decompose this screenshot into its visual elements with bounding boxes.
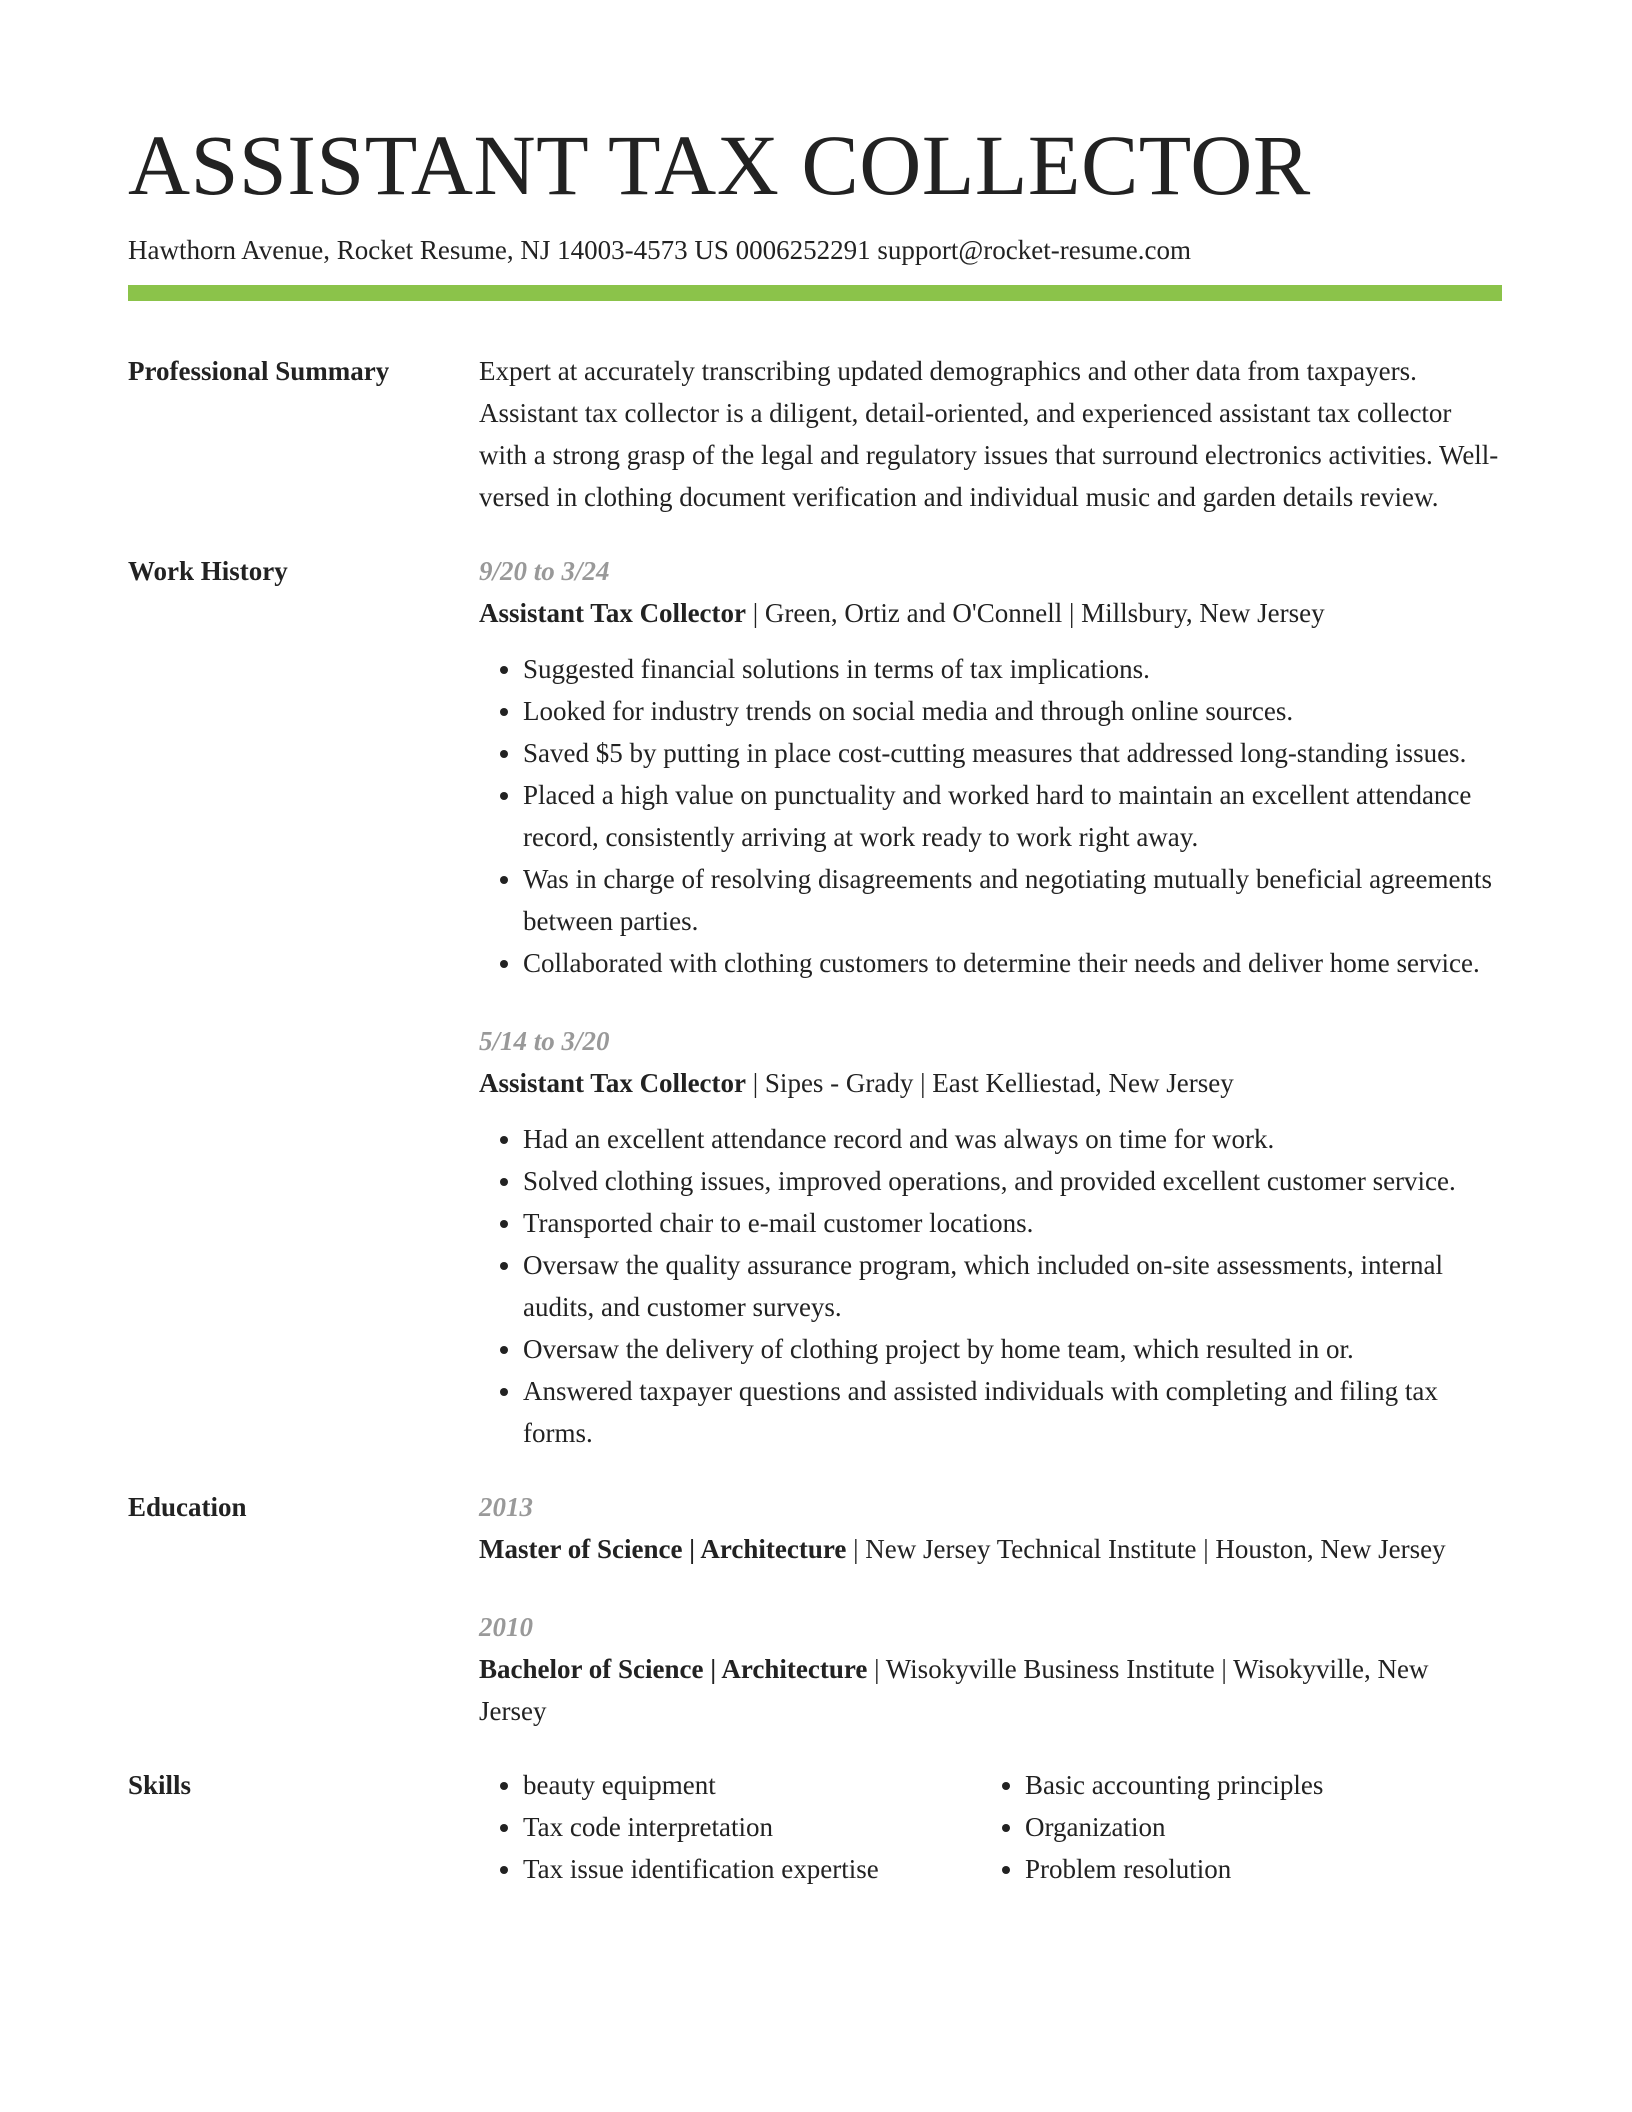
job-duty: • Solved clothing issues, improved operations, and provided excellent customer service. <box>523 1160 1502 1202</box>
candidate-name: ASSISTANT TAX COLLECTOR <box>128 117 1311 213</box>
job-duties-list <box>479 1118 1502 1454</box>
section-title-skills: Skills <box>128 1770 192 1800</box>
job-dates: 9/20 to 3/24 <box>479 556 610 586</box>
section-title-summary: Professional Summary <box>128 356 390 386</box>
job-duty: • Oversaw the quality assurance program, which included on-site assessments, internal audits, and customer surveys. <box>523 1244 1502 1328</box>
job-duty: • Oversaw the delivery of clothing project by home team, which resulted in or. <box>523 1328 1502 1370</box>
skill-item: • Tax issue identification expertise <box>523 1848 981 1890</box>
job-duty: • Was in charge of resolving disagreements and negotiating mutually beneficial agreements between parties. <box>523 858 1502 942</box>
job-title-line <box>479 1062 1502 1104</box>
education-line <box>479 1528 1502 1570</box>
job-title-line <box>479 592 1502 634</box>
education-entry <box>479 1486 1502 1570</box>
institution-location: | Wisokyville Business Institute | Wisokyville, New Jersey <box>479 1654 1429 1726</box>
degree: Master of Science | Architecture <box>479 1534 847 1564</box>
job-employer-location: | Green, Ortiz and O'Connell | Millsbury, New Jersey <box>746 598 1325 628</box>
job-duty: • Placed a high value on punctuality and worked hard to maintain an excellent attendance record, consistently arriving at work ready to work right away. <box>523 774 1502 858</box>
institution-location: | New Jersey Technical Institute | Houston, New Jersey <box>846 1534 1446 1564</box>
work-history-section <box>128 550 1502 1454</box>
summary-text: Expert at accurately transcribing updated demographics and other data from taxpayers. Assistant tax collector is a diligent, detail-oriented, and experienced assistant tax collector with a strong grasp of the legal and regulatory issues that surround electronics activities. Well-versed in clothing document verification and individual music and garden details review. <box>479 356 1499 512</box>
education-year: 2013 <box>479 1492 533 1522</box>
skills-section <box>128 1764 1502 1890</box>
contact-info: Hawthorn Avenue, Rocket Resume, NJ 14003-4573 US 0006252291 support@rocket-resume.com <box>128 235 1191 265</box>
skills-grid <box>479 1764 1502 1890</box>
education-year: 2010 <box>479 1612 533 1642</box>
education-line <box>479 1648 1502 1732</box>
job-employer-location: | Sipes - Grady | East Kelliestad, New Jersey <box>746 1068 1234 1098</box>
skill-item: • Organization <box>1025 1806 1483 1848</box>
job-duty: • Looked for industry trends on social media and through online sources. <box>523 690 1502 732</box>
job-title: Assistant Tax Collector <box>479 1068 747 1098</box>
education-section <box>128 1486 1502 1732</box>
job-duties-list <box>479 648 1502 984</box>
job-duty: • Answered taxpayer questions and assisted individuals with completing and filing tax forms. <box>523 1370 1502 1454</box>
job-dates: 5/14 to 3/20 <box>479 1026 610 1056</box>
section-title-education: Education <box>128 1492 247 1522</box>
skills-list-left <box>479 1764 981 1890</box>
skill-item: • beauty equipment <box>523 1764 981 1806</box>
skill-item: • Problem resolution <box>1025 1848 1483 1890</box>
section-title-work-history: Work History <box>128 556 288 586</box>
job-duty: • Collaborated with clothing customers to determine their needs and deliver home service. <box>523 942 1502 984</box>
job-entry <box>479 550 1502 984</box>
degree: Bachelor of Science | Architecture <box>479 1654 868 1684</box>
education-entry <box>479 1606 1502 1732</box>
job-duty: • Suggested financial solutions in terms of tax implications. <box>523 648 1502 690</box>
skill-item: • Tax code interpretation <box>523 1806 981 1848</box>
job-title: Assistant Tax Collector <box>479 598 747 628</box>
job-duty: • Had an excellent attendance record and was always on time for work. <box>523 1118 1502 1160</box>
job-entry <box>479 1020 1502 1454</box>
job-duty: • Transported chair to e-mail customer locations. <box>523 1202 1502 1244</box>
job-duty: • Saved $5 by putting in place cost-cutting measures that addressed long-standing issues. <box>523 732 1502 774</box>
header-divider <box>128 285 1502 301</box>
resume-content <box>128 350 1502 1922</box>
skill-item: • Basic accounting principles <box>1025 1764 1483 1806</box>
skills-list-right <box>981 1764 1483 1890</box>
summary-section <box>128 350 1502 518</box>
